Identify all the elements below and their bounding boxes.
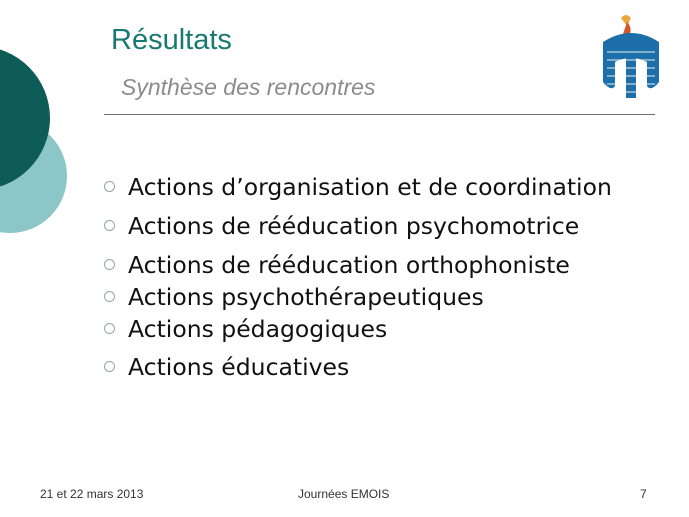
title-divider (104, 114, 655, 115)
bullet-circle-icon (104, 181, 115, 192)
slide-title: Résultats (111, 24, 232, 56)
bullet-circle-icon (104, 323, 115, 334)
page-number: 7 (640, 487, 647, 501)
bullet-text: Actions de rééducation psychomotrice (128, 212, 580, 240)
bullet-text: Actions d’organisation et de coordination (128, 173, 612, 201)
slide-subtitle: Synthèse des rencontres (121, 74, 376, 100)
footer-event: Journées EMOIS (298, 487, 390, 501)
bullet-circle-icon (104, 259, 115, 270)
bullet-text: Actions psychothérapeutiques (128, 283, 484, 311)
decorative-circles (0, 0, 120, 300)
bullet-text: Actions éducatives (128, 353, 350, 381)
institution-logo-icon (597, 12, 665, 102)
bullet-circle-icon (104, 361, 115, 372)
bullet-circle-icon (104, 291, 115, 302)
bullet-circle-icon (104, 220, 115, 231)
bullet-text: Actions pédagogiques (128, 315, 388, 343)
bullet-text: Actions de rééducation orthophoniste (128, 251, 570, 279)
footer-date: 21 et 22 mars 2013 (40, 487, 144, 501)
